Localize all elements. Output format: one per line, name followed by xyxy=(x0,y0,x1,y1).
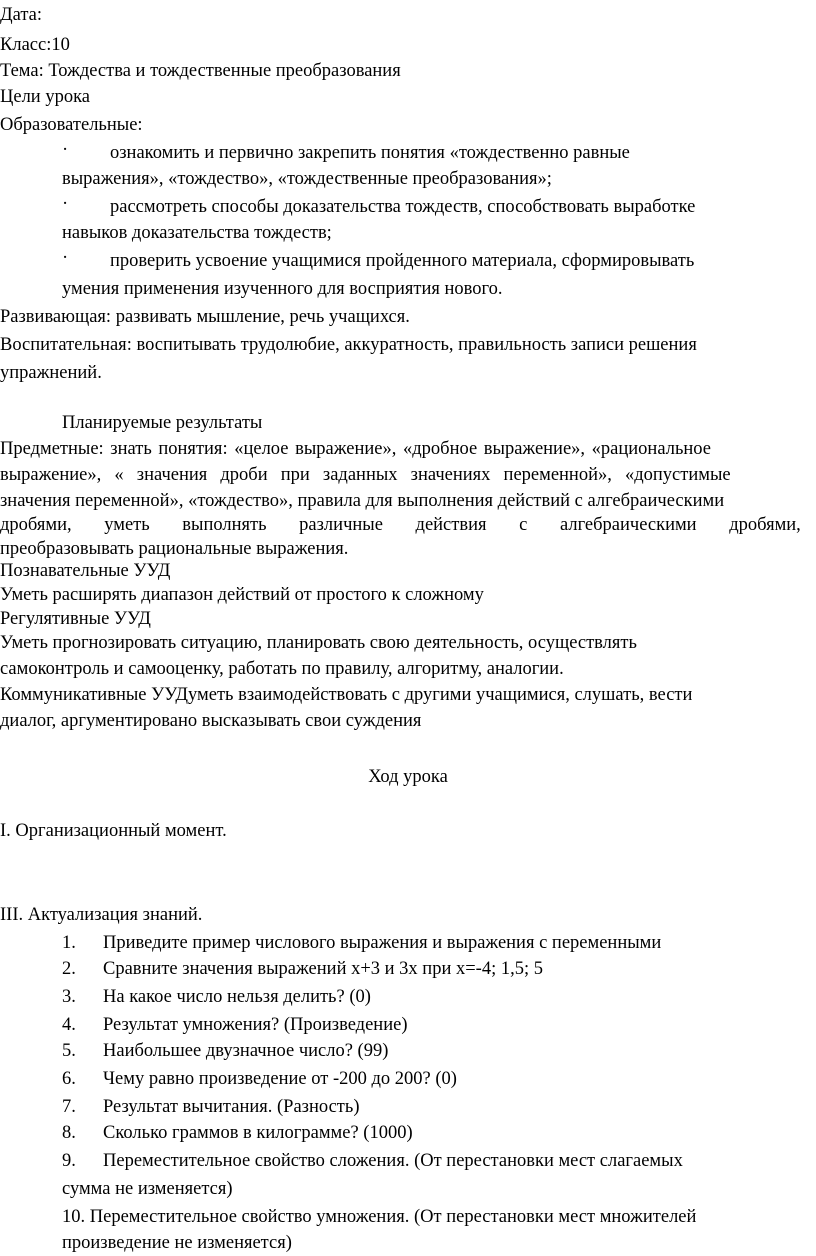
bullet-marker: · xyxy=(62,194,69,214)
list-item-text-continued: сумма не изменяется) xyxy=(62,1179,233,1199)
subject-results-line1: Предметные: знать понятия: «целое выражение», «дробное выражение», «рациональное xyxy=(0,439,711,459)
planned-results-title: Планируемые результаты xyxy=(62,413,263,433)
communicative-line2: диалог, аргументировано высказывать свои суждения xyxy=(0,711,422,731)
developing-goal: Развивающая: развивать мышление, речь учащихся. xyxy=(0,307,410,327)
cognitive-text: Уметь расширять диапазон действий от простого к сложному xyxy=(0,585,484,605)
list-item-number: 4. xyxy=(62,1015,76,1035)
topic-line: Тема: Тождества и тождественные преобразования xyxy=(0,61,401,81)
communicative-line1: Коммуникативные УУДуметь взаимодействовать с другими учащимися, слушать, вести xyxy=(0,685,693,705)
list-item-text-continued: произведение не изменяется) xyxy=(62,1233,292,1253)
list-item-number: 3. xyxy=(62,987,76,1007)
subject-results-line2: выражение», « значения дроби при заданных значениях переменной», «допустимые xyxy=(0,465,731,485)
bullet-text-continued: навыков доказательства тождеств; xyxy=(62,223,332,243)
regulatory-line2: самоконтроль и самооценку, работать по правилу, алгоритму, аналогии. xyxy=(0,659,564,679)
cognitive-title: Познавательные УУД xyxy=(0,561,171,581)
subject-results-line4: дробями, уметь выполнять различные действия с алгебраическими дробями, xyxy=(0,515,801,535)
list-item-text: Наибольшее двузначное число? (99) xyxy=(103,1041,389,1061)
upbringing-goal-line1: Воспитательная: воспитывать трудолюбие, аккуратность, правильность записи решения xyxy=(0,335,697,355)
list-item-number: 9. xyxy=(62,1151,76,1171)
subject-results-line3: значения переменной», «тождество», правила для выполнения действий с алгебраическими xyxy=(0,491,725,511)
list-item-text: Переместительное свойство сложения. (От перестановки мест слагаемых xyxy=(103,1151,683,1171)
lesson-flow-title: Ход урока xyxy=(368,767,448,787)
list-item xyxy=(62,1204,696,1230)
bullet-text: проверить усвоение учащимися пройденного материала, сформировывать xyxy=(110,251,695,271)
list-item-number: 10. xyxy=(62,1207,86,1227)
date-line: Дата: xyxy=(0,5,43,25)
goals-title: Цели урока xyxy=(0,87,90,107)
list-item-text: Сравните значения выражений х+3 и 3х при х=-4; 1,5; 5 xyxy=(103,959,543,979)
list-item-number: 8. xyxy=(62,1123,76,1143)
bullet-marker: · xyxy=(62,248,69,268)
list-item-number: 5. xyxy=(62,1041,76,1061)
bullet-text: ознакомить и первично закрепить понятия «тождественно равные xyxy=(110,143,630,163)
bullet-text: рассмотреть способы доказательства тождеств, способствовать выработке xyxy=(110,197,696,217)
list-item-text: Результат умножения? (Произведение) xyxy=(103,1015,408,1035)
educational-title: Образовательные: xyxy=(0,115,143,135)
class-line: Класс:10 xyxy=(0,35,70,55)
bullet-text-continued: умения применения изученного для восприятия нового. xyxy=(62,279,503,299)
list-item-number: 6. xyxy=(62,1069,76,1089)
list-item-number: 1. xyxy=(62,933,76,953)
bullet-text-continued: выражения», «тождество», «тождественные преобразования»; xyxy=(62,169,552,189)
list-item-number: 2. xyxy=(62,959,76,979)
list-item-text: На какое число нельзя делить? (0) xyxy=(103,987,371,1007)
list-item-number: 7. xyxy=(62,1097,76,1117)
list-item-text: Сколько граммов в килограмме? (1000) xyxy=(103,1123,413,1143)
list-item-text: Приведите пример числового выражения и выражения с переменными xyxy=(103,933,662,953)
list-item-text: Результат вычитания. (Разность) xyxy=(103,1097,360,1117)
upbringing-goal-line2: упражнений. xyxy=(0,363,102,383)
list-item-text: Чему равно произведение от -200 до 200? (0) xyxy=(103,1069,457,1089)
bullet-marker: · xyxy=(62,140,69,160)
regulatory-line1: Уметь прогнозировать ситуацию, планировать свою деятельность, осуществлять xyxy=(0,633,637,653)
section-knowledge-update: III. Актуализация знаний. xyxy=(0,905,203,925)
section-organizational: I. Организационный момент. xyxy=(0,821,227,841)
subject-results-line5: преобразовывать рациональные выражения. xyxy=(0,539,349,559)
list-item-text: Переместительное свойство умножения. (От перестановки мест множителей xyxy=(89,1207,697,1227)
regulatory-title: Регулятивные УУД xyxy=(0,609,151,629)
